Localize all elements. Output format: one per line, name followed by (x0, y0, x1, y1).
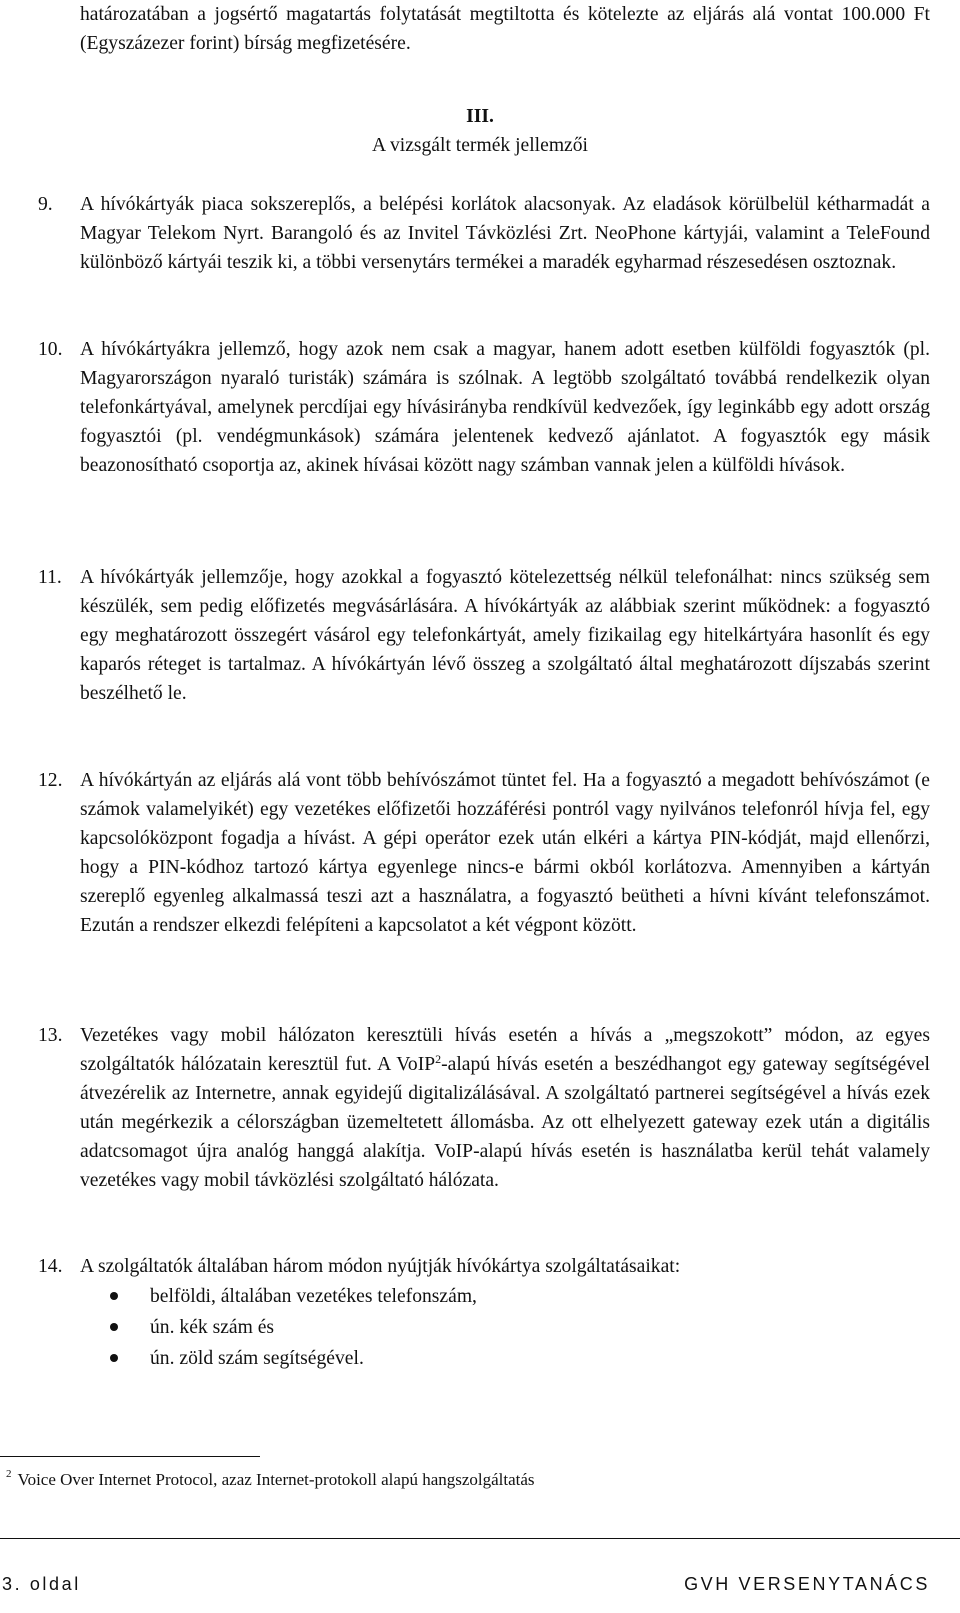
bullet-icon (110, 1354, 118, 1362)
footnote-number: 2 (6, 1468, 12, 1480)
list-item-text: belföldi, általában vezetékes telefonszám, (150, 1286, 477, 1307)
section-title: A vizsgált termék jellemzői (371, 135, 588, 156)
paragraph-text: A szolgáltatók általában három módon nyújtják hívókártya szolgáltatásaikat: (80, 1256, 681, 1277)
paragraph-11 (38, 563, 930, 708)
paragraph-number: 13. (38, 1025, 63, 1046)
paragraph-text-part: Vezetékes vagy mobil hálózaton keresztüli hívás esetén a hívás a „megszokott” módon, az egyes szolgáltatók hálózatain keresztül fut. A VoIP (80, 1025, 930, 1075)
paragraph-12 (38, 766, 930, 940)
footnote-text: Voice Over Internet Protocol, azaz Internet-protokoll alapú hangszolgáltatás (17, 1470, 535, 1489)
paragraph-14 (38, 1252, 930, 1281)
paragraph-text: A hívókártyák jellemzője, hogy azokkal a fogyasztó kötelezettség nélkül telefonálhat: nincs szükség sem készülék, sem pedig előfizetés megvásárlására. A hívókártyák az alábbiak szerint működnek: a fogyasztó egy meghatározott összegért vásárol egy telefonkártyát, amely fizikailag egy hitelkártyára hasonlít és egy kaparós réteget is tartalmaz. A hívókártyán lévő összeg a szolgáltató által meghatározott díjszabás szerint beszélhető le. (80, 567, 930, 704)
footnote-divider (0, 1456, 260, 1457)
paragraph-number: 9. (38, 194, 53, 215)
paragraph-13 (38, 1021, 930, 1195)
paragraph-text (80, 1021, 930, 1195)
footnote (6, 1468, 906, 1492)
section-number: III. (466, 106, 494, 127)
list-item (108, 1281, 808, 1312)
paragraph-number: 11. (38, 567, 62, 588)
paragraph-number: 12. (38, 770, 63, 791)
paragraph-text: A hívókártyákra jellemző, hogy azok nem csak a magyar, hanem adott esetben külföldi fogyasztók (pl. Magyarországon nyaraló turisták) számára is szólnak. A legtöbb szolgáltató továbbá rendelkezik olyan telefonkártyával, amelynek percdíjai egy hívásirányba rendkívül kedvezőek, így leginkább egy adott ország fogyasztói (pl. vendégmunkások) számára jelentenek kedvező ajánlatot. A fogyasztók egy másik beazonosítható csoportja az, akinek hívásai között nagy számban vannak jelen a külföldi hívások. (80, 339, 930, 476)
intro-paragraph: határozatában a jogsértő magatartás folytatását megtiltotta és kötelezte az eljárás alá vontat 100.000 Ft (Egyszázezer forint) bírság megfizetésére. (80, 4, 930, 54)
list-item-text: ún. kék szám és (150, 1317, 275, 1338)
bullet-icon (110, 1323, 118, 1331)
footer-divider (0, 1538, 960, 1539)
list-item (108, 1343, 808, 1374)
footer-organization: GVH VERSENYTANÁCS (684, 1574, 930, 1594)
bullet-list (108, 1281, 808, 1374)
paragraph-9 (38, 190, 930, 277)
list-item-text: ún. zöld szám segítségével. (150, 1348, 364, 1369)
paragraph-text-part: -alapú hívás esetén a beszédhangot egy gateway segítségével átvezérelik az Internetre, annak egyidejű digitalizálásával. A szolgáltató partnerei segítségével a hívás ezek után megérkezik a célországban üzemeltetett állomásba. Az ott elhelyezett gateway ezek után a digitális adatcsomagot újra analóg hanggá alakítja. VoIP-alapú hívás esetén is használatba kerül tehát valamely vezetékes vagy mobil távközlési szolgáltató hálózata. (80, 1054, 930, 1191)
paragraph-text: A hívókártyán az eljárás alá vont több behívószámot tüntet fel. Ha a fogyasztó a megadott behívószámot (e számok valamelyikét) egy vezetékes előfizetői hozzáférési pontról vagy nyilvános telefonról hívja fel, egy kapcsolóközpont fogadja a hívást. A gépi operátor ezek után elkéri a kártya PIN-kódját, majd ellenőrzi, hogy a PIN-kódhoz tartozó kártya egyenlege nincs-e bármi okból korlátozva. Amennyiben a kártyán szereplő egyenleg alkalmassá teszi azt a használatra, a fogyasztó beütheti a hívni kívánt telefonszámot. Ezután a rendszer elkezdi felépíteni a kapcsolatot a két végpont között. (80, 770, 930, 936)
paragraph-number: 14. (38, 1256, 63, 1277)
paragraph-10 (38, 335, 930, 480)
paragraph-number: 10. (38, 339, 63, 360)
paragraph-text: A hívókártyák piaca sokszereplős, a belépési korlátok alacsonyak. Az eladások körülbelül kétharmadát a Magyar Telekom Nyrt. Barangoló és az Invitel Távközlési Zrt. NeoPhone kártyjái, valamint a TeleFound különböző kártyái teszik ki, a többi versenytárs termékei a maradék egyharmad részesedésen osztoznak. (80, 194, 930, 273)
page-number: 3. oldal (2, 1574, 81, 1594)
bullet-icon (110, 1292, 118, 1300)
footnote-reference[interactable]: 2 (435, 1052, 442, 1066)
page-footer (0, 1574, 952, 1604)
list-item (108, 1312, 808, 1343)
